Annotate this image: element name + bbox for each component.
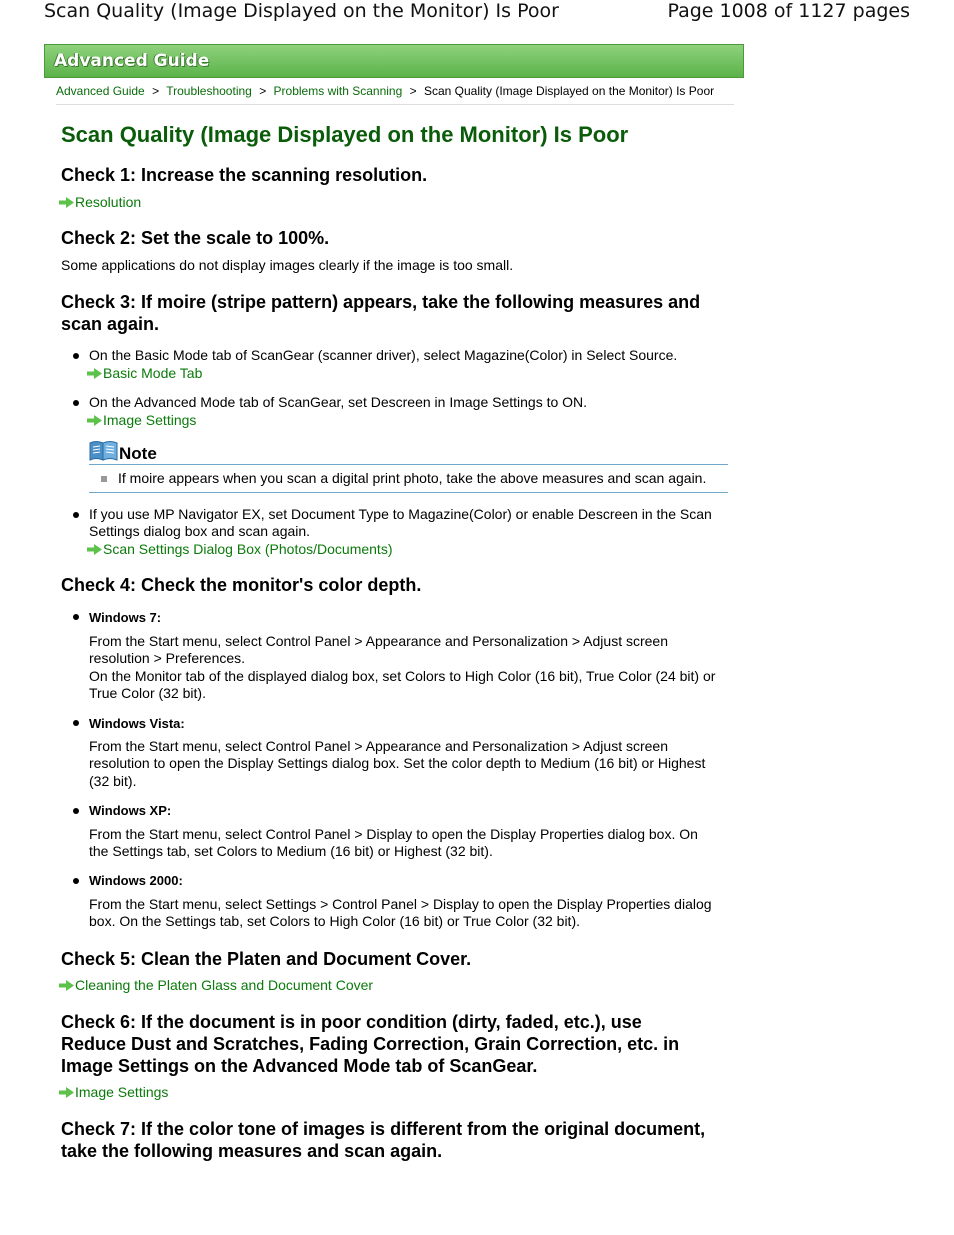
check3-bullet3-line1: If you use MP Navigator EX, set Document Type to Magazine(Color) or enable Descreen in the Scan: [89, 506, 712, 522]
basic-mode-tab-link[interactable]: Basic Mode Tab: [87, 365, 202, 381]
note-top-rule: [89, 464, 728, 465]
scan-settings-dialog-link[interactable]: Scan Settings Dialog Box (Photos/Documents): [87, 541, 392, 557]
check7-heading-line1: Check 7: If the color tone of images is different from the original document,: [61, 1119, 706, 1139]
windows7-line4: True Color (32 bit).: [89, 685, 206, 701]
check7-heading-line2: take the following measures and scan again.: [61, 1141, 443, 1161]
bullet-icon: [73, 720, 79, 726]
windows7-line3: On the Monitor tab of the displayed dialog box, set Colors to High Color (16 bit), True Color (24 bit) or: [89, 668, 716, 684]
note-bullet-icon: [101, 476, 107, 482]
windows-vista-line2: resolution to open the Display Settings dialog box. Set the color depth to Medium (16 bit) or Highest: [89, 755, 706, 771]
bullet-icon: [73, 808, 79, 814]
check3-bullet1-text: On the Basic Mode tab of ScanGear (scanner driver), select Magazine(Color) in Select Source.: [89, 347, 678, 363]
check6-heading-line3: Image Settings on the Advanced Mode tab of ScanGear.: [61, 1056, 538, 1076]
check2-heading: Check 2: Set the scale to 100%.: [61, 228, 330, 248]
windows-2000-line1: From the Start menu, select Settings > Control Panel > Display to open the Display Properties dialog: [89, 896, 712, 912]
arrow-right-icon: [87, 368, 102, 379]
bullet-icon: [73, 400, 79, 406]
check2-text: Some applications do not display images clearly if the image is too small.: [61, 257, 514, 273]
arrow-right-icon: [59, 980, 74, 991]
cleaning-platen-link[interactable]: Cleaning the Platen Glass and Document Cover: [59, 977, 373, 993]
note-book-icon: [89, 440, 118, 462]
arrow-right-icon: [59, 197, 74, 208]
breadcrumb-separator: >: [152, 84, 160, 98]
page-number: Page 1008 of 1127 pages: [667, 0, 910, 22]
check3-heading-line1: Check 3: If moire (stripe pattern) appears, take the following measures and: [61, 292, 701, 312]
breadcrumb-current: Scan Quality (Image Displayed on the Monitor) Is Poor: [423, 84, 715, 98]
windows-xp-line2: the Settings tab, set Colors to Medium (16 bit) or Highest (32 bit).: [89, 843, 493, 859]
windows-2000-line2: box. On the Settings tab, set Colors to High Color (16 bit) or True Color (32 bit).: [89, 913, 580, 929]
windows7-title: Windows 7:: [89, 610, 162, 625]
windows-vista-title: Windows Vista:: [89, 716, 185, 731]
breadcrumb-advanced-guide[interactable]: Advanced Guide: [56, 84, 145, 98]
windows7-line2: resolution > Preferences.: [89, 650, 246, 666]
bullet-icon: [73, 878, 79, 884]
breadcrumb-separator: >: [409, 84, 417, 98]
windows-vista-line1: From the Start menu, select Control Panel > Appearance and Personalization > Adjust screen: [89, 738, 668, 754]
bullet-icon: [73, 614, 79, 620]
check1-heading: Check 1: Increase the scanning resolution.: [61, 165, 428, 185]
windows-vista-line3: (32 bit).: [89, 773, 137, 789]
arrow-right-icon: [59, 1087, 74, 1098]
breadcrumb-divider: [56, 104, 734, 105]
bullet-icon: [73, 512, 79, 518]
arrow-right-icon: [87, 544, 102, 555]
breadcrumb-troubleshooting[interactable]: Troubleshooting: [166, 84, 252, 98]
advanced-guide-banner: [44, 44, 744, 78]
windows-xp-line1: From the Start menu, select Control Panel > Display to open the Display Properties dialog box. On: [89, 826, 698, 842]
page-title: Scan Quality (Image Displayed on the Monitor) Is Poor: [61, 122, 629, 147]
image-settings-link-2[interactable]: Image Settings: [59, 1084, 168, 1100]
banner-label: Advanced Guide: [54, 51, 210, 71]
breadcrumb-separator: >: [259, 84, 267, 98]
check6-heading-line1: Check 6: If the document is in poor condition (dirty, faded, etc.), use: [61, 1012, 642, 1032]
check4-heading: Check 4: Check the monitor's color depth.: [61, 575, 422, 595]
bullet-icon: [73, 353, 79, 359]
breadcrumb: [56, 84, 714, 98]
check3-bullet3-line2: Settings dialog box and scan again.: [89, 523, 311, 539]
note-text: If moire appears when you scan a digital print photo, take the above measures and scan again.: [118, 470, 707, 486]
check5-heading: Check 5: Clean the Platen and Document Cover.: [61, 949, 472, 969]
arrow-right-icon: [87, 415, 102, 426]
windows-xp-title: Windows XP:: [89, 803, 172, 818]
breadcrumb-problems-with-scanning[interactable]: Problems with Scanning: [273, 84, 403, 98]
windows7-line1: From the Start menu, select Control Panel > Appearance and Personalization > Adjust screen: [89, 633, 668, 649]
note-title: Note: [119, 444, 157, 463]
resolution-link[interactable]: Resolution: [59, 194, 141, 210]
check6-heading-line2: Reduce Dust and Scratches, Fading Correction, Grain Correction, etc. in: [61, 1034, 680, 1054]
check3-heading-line2: scan again.: [61, 314, 160, 334]
windows-2000-title: Windows 2000:: [89, 873, 183, 888]
check3-bullet2-text: On the Advanced Mode tab of ScanGear, set Descreen in Image Settings to ON.: [89, 394, 588, 410]
image-settings-link[interactable]: Image Settings: [87, 412, 196, 428]
note-bottom-rule: [89, 492, 728, 493]
document-header-title: Scan Quality (Image Displayed on the Monitor) Is Poor: [44, 0, 559, 22]
